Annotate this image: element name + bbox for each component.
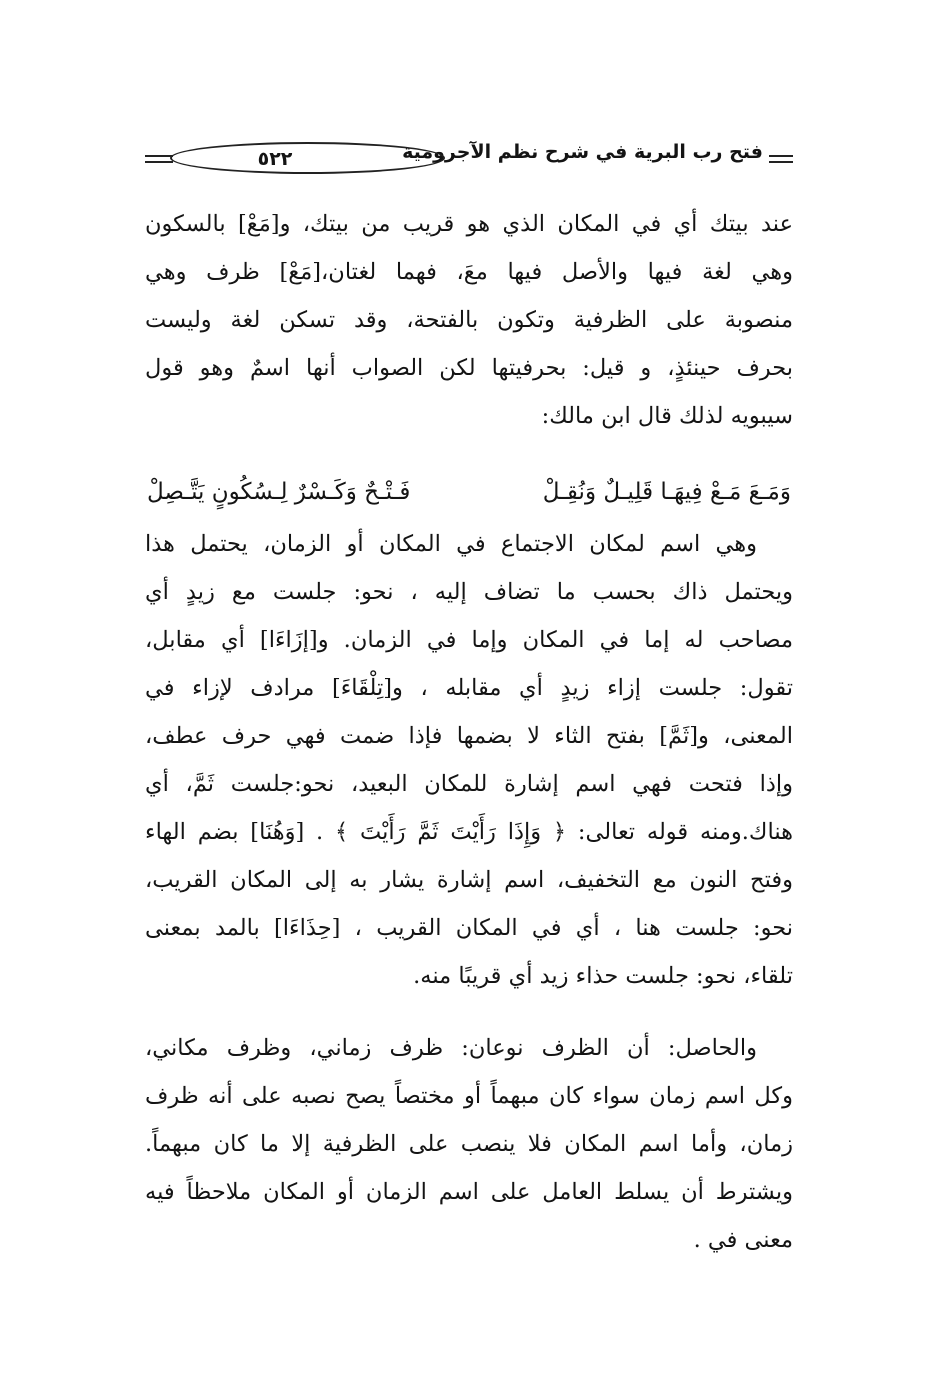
verse-first-hemistich: وَمَـعَ مَـعْ فِيهَـا قَلِيـلٌ وَنُقِـلْ	[542, 479, 791, 505]
header-rule-left	[145, 155, 173, 163]
text-line: وفتح النون مع التخفيف، اسم إشارة يشار به إلى المكان القريب،	[145, 867, 793, 893]
text-line: وكل اسم زمان سواء كان مبهماً أو مختصاً يصح نصبه على أنه ظرف	[145, 1083, 793, 1109]
text-line: ويشترط أن يسلط العامل على اسم الزمان أو المكان ملاحظاً فيه	[145, 1179, 793, 1205]
text-line: وهي لغة فيها والأصل فيها معَ، فهما لغتان،[مَعْ] ظرف وهي	[145, 259, 793, 285]
text-line: سيبويه لذلك قال ابن مالك:	[541, 403, 793, 429]
page-body	[145, 200, 793, 1264]
text-line: مصاحب له إما في المكان وإما في الزمان. و[إزَاءَا] أي مقابل،	[145, 627, 793, 653]
running-header	[145, 138, 793, 178]
page-number: ٥٢٢	[257, 148, 293, 170]
text-line: وإذا فتحت فهي اسم إشارة للمكان البعيد، نحو:جلست ثَمَّ، أي	[145, 771, 793, 797]
paragraph-2	[145, 520, 793, 1000]
paragraph-3	[145, 1024, 793, 1264]
paragraph-1	[145, 200, 793, 440]
text-line: وهي اسم لمكان الاجتماع في المكان أو الزمان، يحتمل هذا	[145, 531, 757, 557]
text-line: هناك.ومنه قوله تعالى: ﴿ وَإِذَا رَأَيْتَ ثَمَّ رَأَيْتَ ﴾ . [وَهُنَا] بضم الهاء	[145, 819, 793, 845]
text-line: تلقاء، نحو: جلست حذاء زيد أي قريبًا منه.	[413, 963, 793, 989]
text-line: بحرف حينئذٍ، و قيل: بحرفيتها لكن الصواب أنها اسمٌ وهو قول	[145, 355, 793, 381]
text-line: نحو: جلست هنا ، أي في المكان القريب ، [حِذَاءَا] بالمد بمعنى	[145, 915, 793, 941]
text-line: زمان، وأما اسم المكان فلا ينصب على الظرفية إلا ما كان مبهماً.	[145, 1131, 793, 1157]
header-rule-right	[769, 155, 793, 163]
text-line: منصوبة على الظرفية وتكون بالفتحة، وقد تسكن لغة وليست	[145, 307, 793, 333]
poetry-verse	[145, 464, 793, 520]
text-line: المعنى، و[ثَمَّ] بفتح الثاء لا بضمها فإذا ضمت فهي حرف عطف،	[145, 723, 793, 749]
text-line: معنى في .	[693, 1227, 793, 1253]
verse-second-hemistich: فَـتْـحٌ وَكَـسْرٌ لِـسُكُونٍ يَتَّـصِلْ	[147, 479, 411, 505]
text-line: عند بيتك أي في المكان الذي هو قريب من بيتك، و[مَعْ] بالسكون	[145, 211, 793, 237]
text-line: ويحتمل ذاك بحسب ما تضاف إليه ، نحو: جلست مع زيدٍ أي	[145, 579, 793, 605]
text-line: تقول: جلست إزاء زيدٍ أي مقابله ، و[تِلْقَاءَ] مرادف لإزاء في	[145, 675, 793, 701]
text-line: والحاصل: أن الظرف نوعان: ظرف زماني، وظرف مكاني،	[145, 1035, 757, 1061]
book-title: فتح رب البرية في شرح نظم الآجرومية	[402, 141, 763, 163]
